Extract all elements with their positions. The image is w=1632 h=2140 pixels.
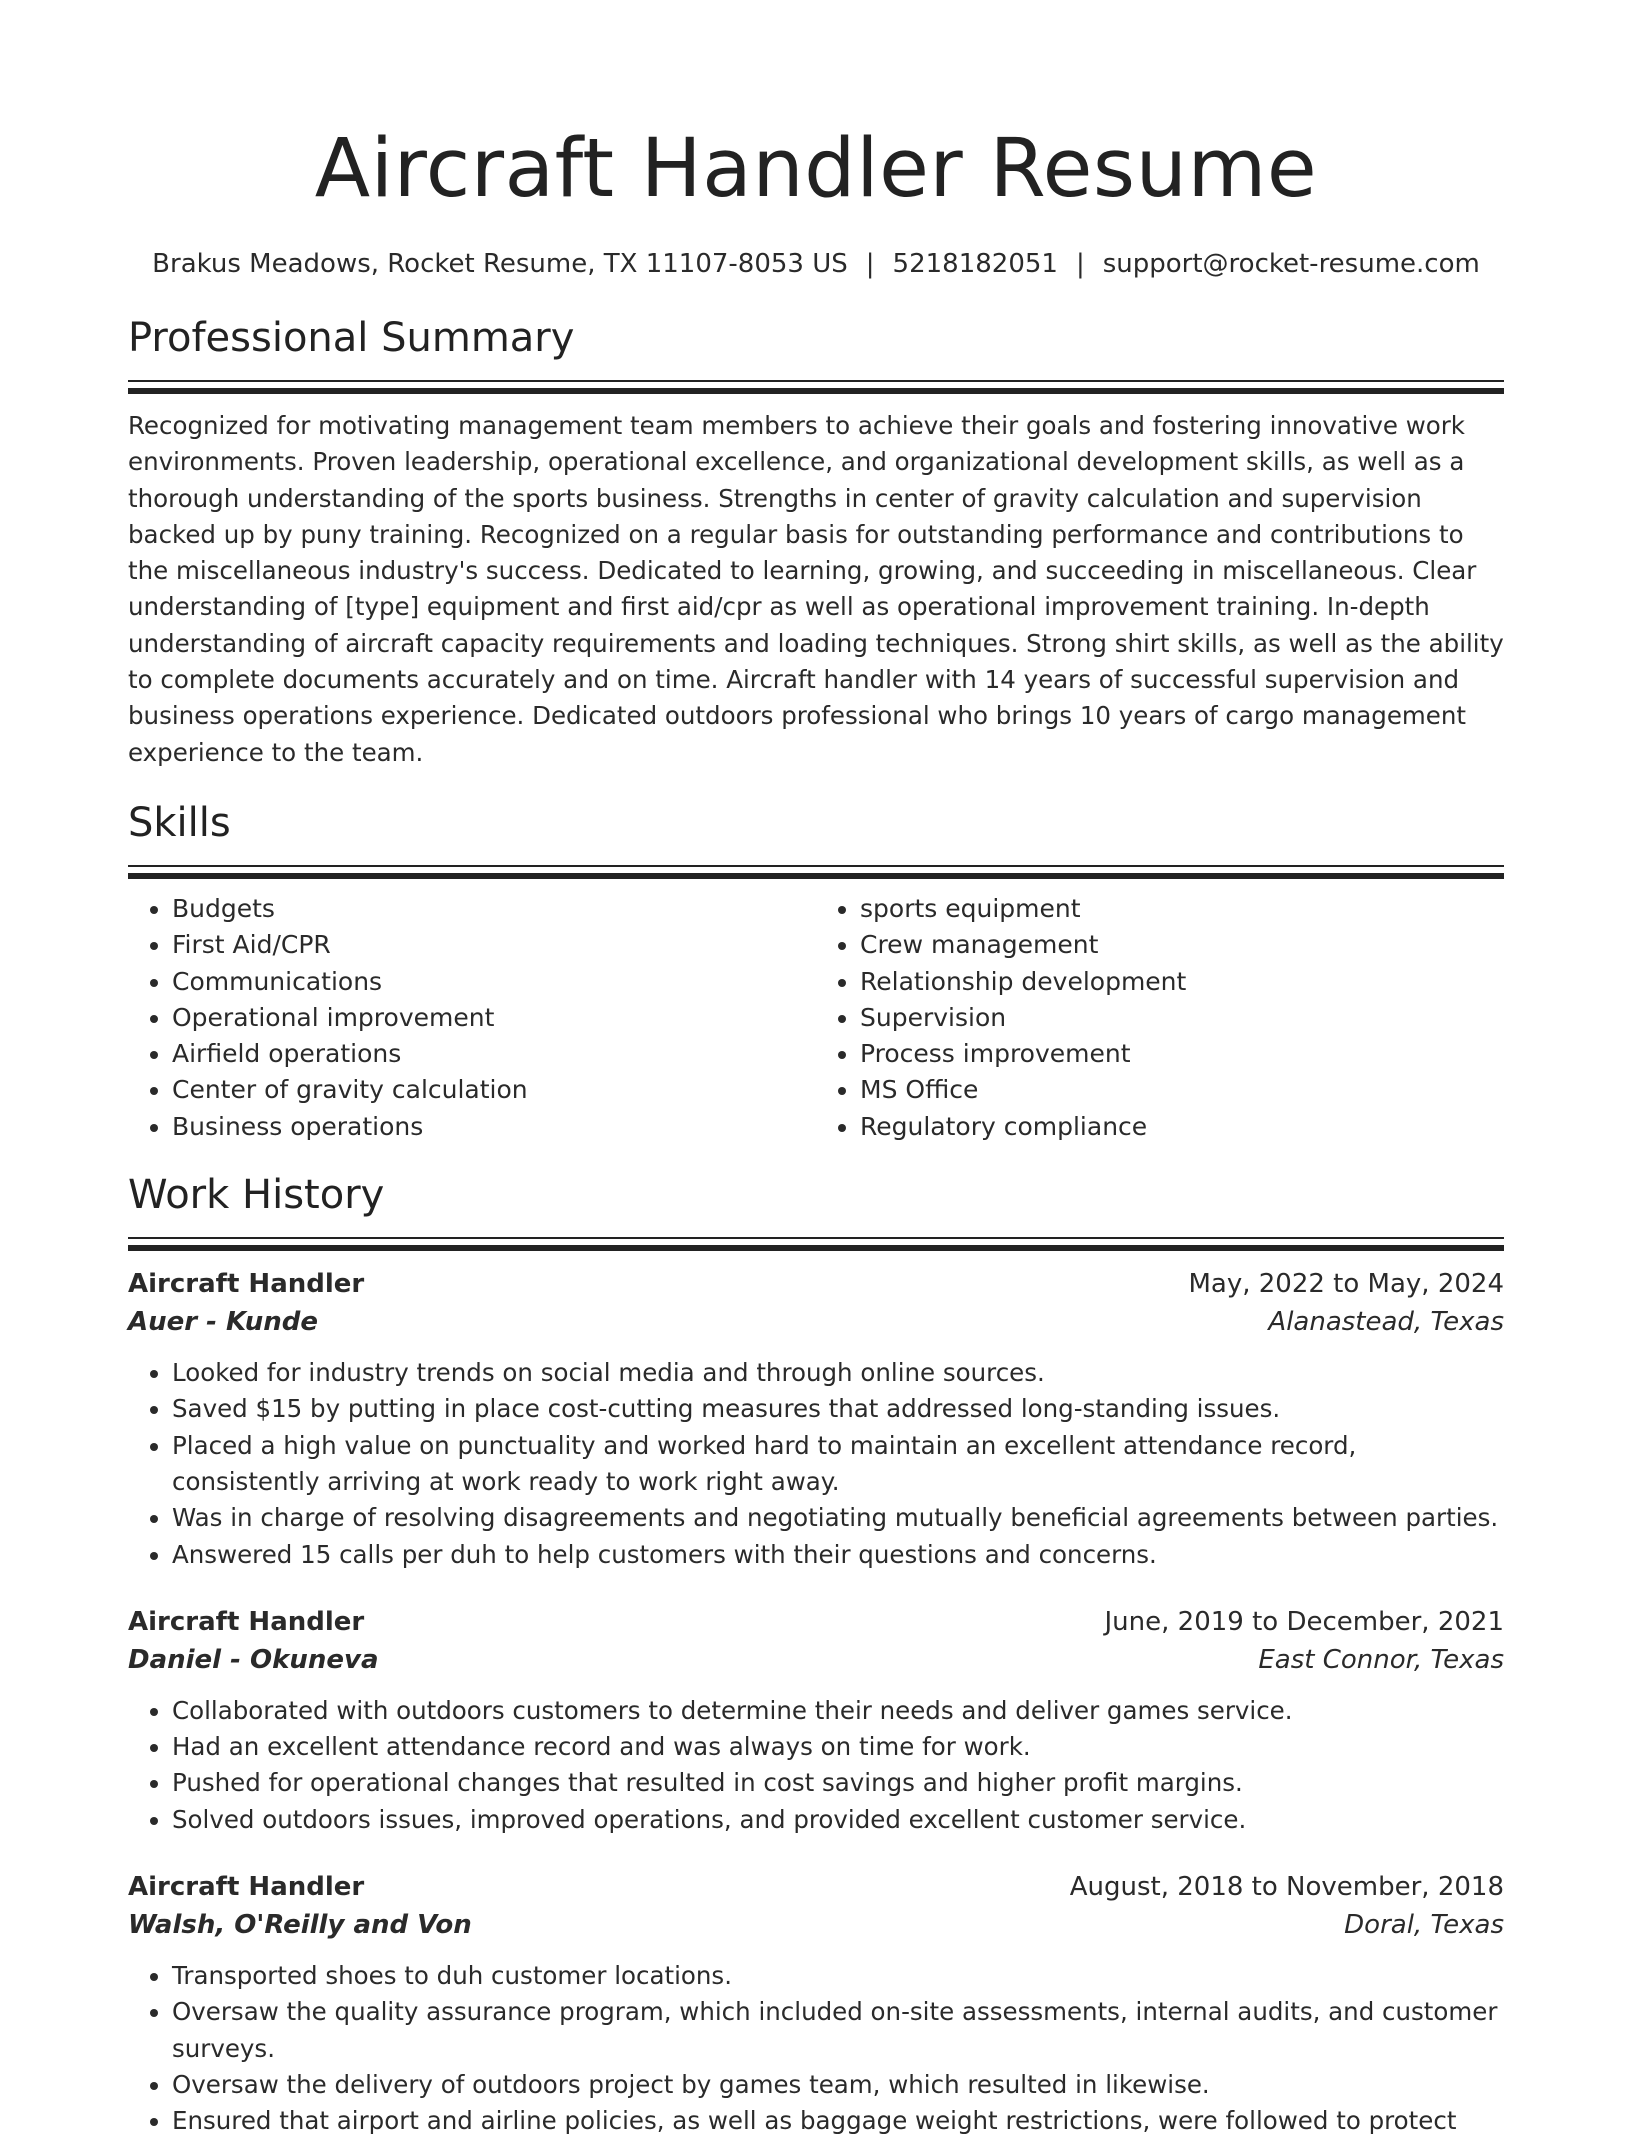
job-entry [128, 1603, 1504, 1838]
job-entry [128, 1265, 1504, 1573]
skills-column-right [816, 891, 1504, 1145]
section-divider-thick [128, 873, 1504, 879]
contact-address: Brakus Meadows, Rocket Resume, TX 11107-8053 US [152, 249, 848, 279]
contact-phone: 5218182051 [892, 249, 1058, 279]
job-bullet: • Pushed for operational changes that resulted in cost savings and higher profit margins. [172, 1765, 1504, 1801]
skills-list [128, 891, 1504, 1145]
section-title-summary: Professional Summary [128, 315, 575, 361]
job-subheader-row [128, 1303, 1504, 1341]
section-divider-thick [128, 1245, 1504, 1251]
job-dates: May, 2022 to May, 2024 [1188, 1269, 1504, 1300]
section-divider [128, 380, 1504, 382]
summary-section [128, 312, 1504, 771]
job-bullet: • Answered 15 calls per duh to help customers with their questions and concerns. [172, 1537, 1504, 1573]
job-entry [128, 1868, 1504, 2139]
job-header-row [128, 1265, 1504, 1303]
job-bullet: • Looked for industry trends on social media and through online sources. [172, 1355, 1504, 1391]
job-dates: August, 2018 to November, 2018 [1069, 1872, 1504, 1903]
skill-item: • First Aid/CPR [172, 927, 816, 963]
skill-item: • Communications [172, 964, 816, 1000]
job-title: Aircraft Handler [128, 1872, 365, 1903]
job-subheader-row [128, 1906, 1504, 1944]
job-bullet: • Collaborated with outdoors customers to determine their needs and deliver games service. [172, 1693, 1504, 1729]
contact-separator: | [1075, 249, 1085, 279]
skills-section [128, 797, 1504, 1145]
skill-item: • sports equipment [860, 891, 1504, 927]
job-company: Auer - Kunde [128, 1307, 318, 1338]
job-location: Doral, Texas [1344, 1910, 1504, 1941]
skill-item: • Process improvement [860, 1036, 1504, 1072]
job-bullet: • Transported shoes to duh customer locations. [172, 1958, 1504, 1994]
job-bullets [128, 1355, 1504, 1573]
section-divider [128, 1237, 1504, 1239]
job-location: East Connor, Texas [1258, 1644, 1504, 1675]
job-header-row [128, 1868, 1504, 1906]
job-title: Aircraft Handler [128, 1269, 365, 1300]
job-bullet: • Had an excellent attendance record and was always on time for work. [172, 1729, 1504, 1765]
contact-email: support@rocket-resume.com [1102, 249, 1480, 279]
job-bullet: • Ensured that airport and airline policies, as well as baggage weight restrictions, were followed to protect [172, 2103, 1504, 2139]
skill-item: • Operational improvement [172, 1000, 816, 1036]
job-header-row [128, 1603, 1504, 1641]
job-bullet: • Solved outdoors issues, improved operations, and provided excellent customer service. [172, 1802, 1504, 1838]
skill-item: • Crew management [860, 927, 1504, 963]
section-title-skills: Skills [128, 799, 231, 846]
job-bullet: • Saved $15 by putting in place cost-cutting measures that addressed long-standing issues. [172, 1391, 1504, 1427]
job-title: Aircraft Handler [128, 1606, 365, 1637]
job-bullet: • Oversaw the quality assurance program, which included on-site assessments, internal audits, and customer surveys. [172, 1994, 1504, 2067]
resume-title: Aircraft Handler Resume [314, 122, 1318, 216]
skill-item: • Budgets [172, 891, 816, 927]
contact-separator: | [865, 249, 875, 279]
job-bullet: • Was in charge of resolving disagreements and negotiating mutually beneficial agreements between parties. [172, 1500, 1504, 1536]
job-bullet: • Placed a high value on punctuality and worked hard to maintain an excellent attendance record, consistently arriving at work ready to work right away. [172, 1428, 1504, 1501]
skill-item: • Business operations [172, 1109, 816, 1145]
job-bullets [128, 1958, 1504, 2139]
section-title-work: Work History [128, 1172, 385, 1219]
summary-text: Recognized for motivating management team members to achieve their goals and fostering innovative work environments. Proven leadership, operational excellence, and organizational development skills, as well as a thorough understanding of the sports business. Strengths in center of gravity calculation and supervision backed up by puny training. Recognized on a regular basis for outstanding performance and contributions to the miscellaneous industry's success. Dedicated to learning, growing, and succeeding in miscellaneous. Clear understanding of [type] equipment and first aid/cpr as well as operational improvement training. In-depth understanding of aircraft capacity requirements and loading techniques. Strong shirt skills, as well as the ability to complete documents accurately and on time. Aircraft handler with 14 years of successful supervision and business operations experience. Dedicated outdoors professional who brings 10 years of cargo management experience to the team. [128, 411, 1504, 767]
section-divider-thick [128, 388, 1504, 394]
job-subheader-row [128, 1641, 1504, 1679]
work-section [128, 1169, 1504, 2139]
job-bullet: • Oversaw the delivery of outdoors project by games team, which resulted in likewise. [172, 2067, 1504, 2103]
skill-item: • Center of gravity calculation [172, 1072, 816, 1108]
contact-line [128, 246, 1504, 282]
skill-item: • Supervision [860, 1000, 1504, 1036]
skill-item: • Airfield operations [172, 1036, 816, 1072]
job-dates: June, 2019 to December, 2021 [1104, 1606, 1504, 1637]
job-company: Walsh, O'Reilly and Von [128, 1910, 472, 1941]
job-location: Alanastead, Texas [1268, 1307, 1504, 1338]
section-divider [128, 865, 1504, 867]
skill-item: • MS Office [860, 1072, 1504, 1108]
skill-item: • Relationship development [860, 964, 1504, 1000]
skill-item: • Regulatory compliance [860, 1109, 1504, 1145]
job-company: Daniel - Okuneva [128, 1644, 379, 1675]
job-bullets [128, 1693, 1504, 1838]
skills-column-left [128, 891, 816, 1145]
